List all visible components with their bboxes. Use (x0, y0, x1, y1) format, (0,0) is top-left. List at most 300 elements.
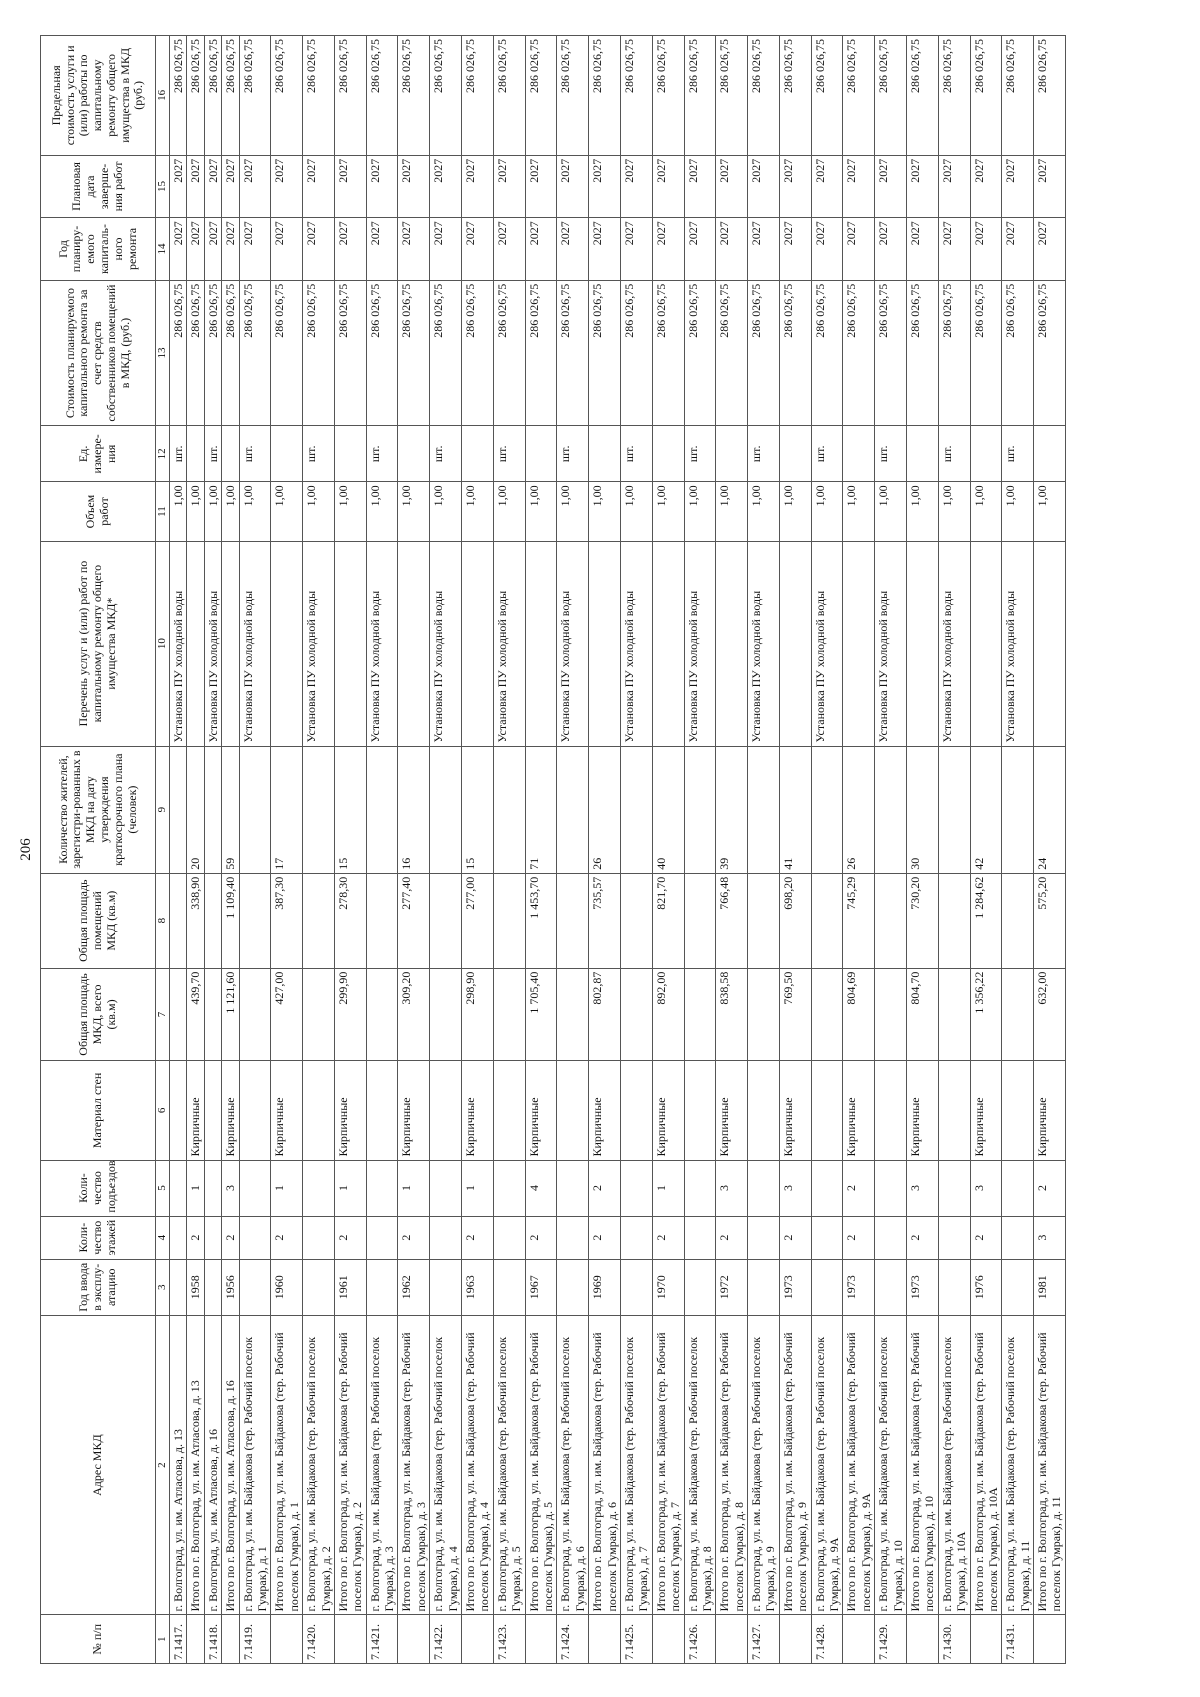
row-number: 7.1430. (938, 1615, 970, 1664)
wall-material-cell: Кирпичные (187, 1061, 204, 1160)
work-list-cell: Установка ПУ холодной воды (204, 541, 221, 746)
entrances-cell (684, 1160, 716, 1216)
planned-year-cell: 2027 (1034, 218, 1066, 281)
column-number: 14 (156, 218, 170, 281)
total-area-cell: 632,00 (1034, 968, 1066, 1061)
residents-cell: 42 (970, 746, 1002, 873)
address-cell: г. Волгоград, ул. им. Байдакова (тер. Рабочий поселок Гумрак), д. 8 (684, 1315, 716, 1615)
entrances-cell: 1 (334, 1160, 366, 1216)
work-list-cell (970, 541, 1002, 746)
column-header: Коли-чество этажей (41, 1216, 156, 1259)
wall-material-cell (811, 1061, 843, 1160)
column-header: Год ввода в эксплу-атацию (41, 1259, 156, 1315)
entrances-cell (1002, 1160, 1034, 1216)
address-cell: Итого по г. Волгоград, ул. им. Байдакова (тер. Рабочий поселок Гумрак), д. 9 (779, 1315, 811, 1615)
total-area-cell (239, 968, 271, 1061)
volume-cell: 1,00 (652, 482, 684, 541)
year-built-cell: 1976 (970, 1259, 1002, 1315)
cost-cell: 286 026,75 (684, 280, 716, 426)
column-number: 16 (156, 36, 170, 156)
entrances-cell (748, 1160, 780, 1216)
planned-year-cell: 2027 (652, 218, 684, 281)
limit-cost-cell: 286 026,75 (187, 36, 204, 156)
residents-cell: 17 (271, 746, 303, 873)
residents-cell: 15 (462, 746, 494, 873)
floors-cell (875, 1216, 907, 1259)
row-number (843, 1615, 875, 1664)
year-built-cell: 1963 (462, 1259, 494, 1315)
wall-material-cell: Кирпичные (779, 1061, 811, 1160)
premises-area-cell (811, 873, 843, 968)
completion-date-cell: 2027 (303, 155, 335, 218)
residents-cell (557, 746, 589, 873)
unit-cell (652, 426, 684, 482)
work-list-cell: Установка ПУ холодной воды (170, 541, 187, 746)
wall-material-cell: Кирпичные (222, 1061, 239, 1160)
floors-cell (239, 1216, 271, 1259)
total-area-cell (748, 968, 780, 1061)
entrances-cell (557, 1160, 589, 1216)
unit-cell: шт. (620, 426, 652, 482)
year-built-cell (620, 1259, 652, 1315)
year-built-cell: 1981 (1034, 1259, 1066, 1315)
volume-cell: 1,00 (684, 482, 716, 541)
entrances-cell (204, 1160, 221, 1216)
work-list-cell (652, 541, 684, 746)
floors-cell: 2 (652, 1216, 684, 1259)
column-header: Предельная стоимость услуги и (или) работы по капитальному ремонту общего имущества в МКД (руб.) (41, 36, 156, 156)
planned-year-cell: 2027 (430, 218, 462, 281)
address-cell: Итого по г. Волгоград, ул. им. Байдакова (тер. Рабочий поселок Гумрак), д. 4 (462, 1315, 494, 1615)
planned-year-cell: 2027 (187, 218, 204, 281)
entrances-cell: 1 (398, 1160, 430, 1216)
limit-cost-cell: 286 026,75 (589, 36, 621, 156)
row-number: 7.1429. (875, 1615, 907, 1664)
floors-cell (684, 1216, 716, 1259)
planned-year-cell: 2027 (525, 218, 557, 281)
address-cell: Итого по г. Волгоград, ул. им. Байдакова (тер. Рабочий поселок Гумрак), д. 9А (843, 1315, 875, 1615)
unit-cell (398, 426, 430, 482)
floors-cell (430, 1216, 462, 1259)
premises-area-cell (170, 873, 187, 968)
total-area-cell (493, 968, 525, 1061)
year-built-cell: 1960 (271, 1259, 303, 1315)
completion-date-cell: 2027 (875, 155, 907, 218)
wall-material-cell: Кирпичные (589, 1061, 621, 1160)
completion-date-cell: 2027 (716, 155, 748, 218)
row-number (906, 1615, 938, 1664)
wall-material-cell: Кирпичные (271, 1061, 303, 1160)
premises-area-cell (748, 873, 780, 968)
planned-year-cell: 2027 (1002, 218, 1034, 281)
premises-area-cell (875, 873, 907, 968)
cost-cell: 286 026,75 (430, 280, 462, 426)
completion-date-cell: 2027 (239, 155, 271, 218)
address-cell: Итого по г. Волгоград, ул. им. Атласова, д. 16 (222, 1315, 239, 1615)
completion-date-cell: 2027 (462, 155, 494, 218)
work-list-cell: Установка ПУ холодной воды (557, 541, 589, 746)
residents-cell: 20 (187, 746, 204, 873)
completion-date-cell: 2027 (970, 155, 1002, 218)
limit-cost-cell: 286 026,75 (204, 36, 221, 156)
floors-cell: 2 (462, 1216, 494, 1259)
cost-cell: 286 026,75 (493, 280, 525, 426)
cost-cell: 286 026,75 (875, 280, 907, 426)
cost-cell: 286 026,75 (1034, 280, 1066, 426)
column-header: Количество жителей, зарегистри-рованных в МКД на дату утверждения краткосрочного плана (человек) (41, 746, 156, 873)
floors-cell: 3 (1034, 1216, 1066, 1259)
planned-year-cell: 2027 (170, 218, 187, 281)
wall-material-cell: Кирпичные (525, 1061, 557, 1160)
capital-repair-table (40, 35, 1066, 1664)
unit-cell: шт. (170, 426, 187, 482)
floors-cell: 2 (271, 1216, 303, 1259)
column-header: Коли-чество подъездов (41, 1160, 156, 1216)
address-cell: Итого по г. Волгоград, ул. им. Байдакова (тер. Рабочий поселок Гумрак), д. 11 (1034, 1315, 1066, 1615)
year-built-cell: 1969 (589, 1259, 621, 1315)
limit-cost-cell: 286 026,75 (906, 36, 938, 156)
total-row (222, 36, 239, 1664)
column-number: 13 (156, 280, 170, 426)
floors-cell (557, 1216, 589, 1259)
column-header: Объем работ (41, 482, 156, 541)
entrances-cell: 3 (970, 1160, 1002, 1216)
unit-cell (716, 426, 748, 482)
table-body (170, 36, 1066, 1664)
premises-area-cell (493, 873, 525, 968)
wall-material-cell (1002, 1061, 1034, 1160)
work-list-cell (271, 541, 303, 746)
year-built-cell (493, 1259, 525, 1315)
total-area-cell: 309,20 (398, 968, 430, 1061)
unit-cell (970, 426, 1002, 482)
year-built-cell (811, 1259, 843, 1315)
cost-cell: 286 026,75 (222, 280, 239, 426)
planned-year-cell: 2027 (620, 218, 652, 281)
cost-cell: 286 026,75 (716, 280, 748, 426)
completion-date-cell: 2027 (525, 155, 557, 218)
column-number: 9 (156, 746, 170, 873)
limit-cost-cell: 286 026,75 (970, 36, 1002, 156)
address-cell: Итого по г. Волгоград, ул. им. Байдакова (тер. Рабочий поселок Гумрак), д. 10А (970, 1315, 1002, 1615)
residents-cell: 26 (589, 746, 621, 873)
planned-year-cell: 2027 (222, 218, 239, 281)
total-area-cell: 427,00 (271, 968, 303, 1061)
unit-cell: шт. (811, 426, 843, 482)
year-built-cell (204, 1259, 221, 1315)
planned-year-cell: 2027 (748, 218, 780, 281)
limit-cost-cell: 286 026,75 (525, 36, 557, 156)
completion-date-cell: 2027 (589, 155, 621, 218)
work-list-cell (1034, 541, 1066, 746)
address-cell: г. Волгоград, ул. им. Атласова, д. 13 (170, 1315, 187, 1615)
year-built-cell: 1961 (334, 1259, 366, 1315)
column-header: Перечень услуг и (или) работ по капитальному ремонту общего имущества МКД* (41, 541, 156, 746)
limit-cost-cell: 286 026,75 (748, 36, 780, 156)
row-number: 7.1418. (204, 1615, 221, 1664)
wall-material-cell (938, 1061, 970, 1160)
work-list-cell (334, 541, 366, 746)
floors-cell (811, 1216, 843, 1259)
planned-year-cell: 2027 (398, 218, 430, 281)
premises-area-cell (430, 873, 462, 968)
total-area-cell (303, 968, 335, 1061)
row-number (398, 1615, 430, 1664)
table-row (366, 36, 398, 1664)
volume-cell: 1,00 (204, 482, 221, 541)
total-area-cell: 892,00 (652, 968, 684, 1061)
unit-cell (589, 426, 621, 482)
completion-date-cell: 2027 (557, 155, 589, 218)
premises-area-cell: 278,30 (334, 873, 366, 968)
row-number (334, 1615, 366, 1664)
volume-cell: 1,00 (589, 482, 621, 541)
premises-area-cell: 277,00 (462, 873, 494, 968)
wall-material-cell (204, 1061, 221, 1160)
floors-cell: 2 (222, 1216, 239, 1259)
premises-area-cell: 745,29 (843, 873, 875, 968)
completion-date-cell: 2027 (1002, 155, 1034, 218)
wall-material-cell: Кирпичные (843, 1061, 875, 1160)
completion-date-cell: 2027 (938, 155, 970, 218)
limit-cost-cell: 286 026,75 (652, 36, 684, 156)
column-number: 12 (156, 426, 170, 482)
unit-cell: шт. (430, 426, 462, 482)
row-number: 7.1427. (748, 1615, 780, 1664)
residents-cell (303, 746, 335, 873)
column-number: 6 (156, 1061, 170, 1160)
work-list-cell: Установка ПУ холодной воды (303, 541, 335, 746)
completion-date-cell: 2027 (493, 155, 525, 218)
unit-cell: шт. (239, 426, 271, 482)
premises-area-cell: 1 284,62 (970, 873, 1002, 968)
total-row (843, 36, 875, 1664)
wall-material-cell: Кирпичные (462, 1061, 494, 1160)
year-built-cell (684, 1259, 716, 1315)
row-number (716, 1615, 748, 1664)
row-number: 7.1426. (684, 1615, 716, 1664)
limit-cost-cell: 286 026,75 (239, 36, 271, 156)
total-row (589, 36, 621, 1664)
address-cell: г. Волгоград, ул. им. Байдакова (тер. Рабочий поселок Гумрак), д. 7 (620, 1315, 652, 1615)
work-list-cell (525, 541, 557, 746)
volume-cell: 1,00 (187, 482, 204, 541)
address-cell: г. Волгоград, ул. им. Байдакова (тер. Рабочий поселок Гумрак), д. 2 (303, 1315, 335, 1615)
year-built-cell: 1972 (716, 1259, 748, 1315)
floors-cell (303, 1216, 335, 1259)
residents-cell: 41 (779, 746, 811, 873)
completion-date-cell: 2027 (779, 155, 811, 218)
floors-cell: 2 (716, 1216, 748, 1259)
limit-cost-cell: 286 026,75 (398, 36, 430, 156)
completion-date-cell: 2027 (222, 155, 239, 218)
total-area-cell (875, 968, 907, 1061)
planned-year-cell: 2027 (684, 218, 716, 281)
volume-cell: 1,00 (303, 482, 335, 541)
cost-cell: 286 026,75 (970, 280, 1002, 426)
cost-cell: 286 026,75 (187, 280, 204, 426)
residents-cell: 40 (652, 746, 684, 873)
total-area-cell (204, 968, 221, 1061)
entrances-cell: 1 (271, 1160, 303, 1216)
wall-material-cell: Кирпичные (652, 1061, 684, 1160)
floors-cell (493, 1216, 525, 1259)
total-area-cell: 838,58 (716, 968, 748, 1061)
year-built-cell (875, 1259, 907, 1315)
completion-date-cell: 2027 (684, 155, 716, 218)
volume-cell: 1,00 (843, 482, 875, 541)
address-cell: г. Волгоград, ул. им. Байдакова (тер. Рабочий поселок Гумрак), д. 10А (938, 1315, 970, 1615)
total-area-cell (557, 968, 589, 1061)
volume-cell: 1,00 (525, 482, 557, 541)
unit-cell: шт. (1002, 426, 1034, 482)
total-area-cell: 439,70 (187, 968, 204, 1061)
page-number: 206 (18, 838, 34, 861)
cost-cell: 286 026,75 (748, 280, 780, 426)
premises-area-cell (620, 873, 652, 968)
residents-cell: 30 (906, 746, 938, 873)
premises-area-cell: 766,48 (716, 873, 748, 968)
residents-cell (366, 746, 398, 873)
work-list-cell: Установка ПУ холодной воды (811, 541, 843, 746)
limit-cost-cell: 286 026,75 (366, 36, 398, 156)
total-area-cell: 804,70 (906, 968, 938, 1061)
residents-cell: 39 (716, 746, 748, 873)
wall-material-cell: Кирпичные (970, 1061, 1002, 1160)
limit-cost-cell: 286 026,75 (493, 36, 525, 156)
planned-year-cell: 2027 (779, 218, 811, 281)
total-area-cell: 1 705,40 (525, 968, 557, 1061)
unit-cell (334, 426, 366, 482)
premises-area-cell (938, 873, 970, 968)
planned-year-cell: 2027 (239, 218, 271, 281)
year-built-cell (170, 1259, 187, 1315)
year-built-cell: 1970 (652, 1259, 684, 1315)
volume-cell: 1,00 (557, 482, 589, 541)
total-area-cell: 298,90 (462, 968, 494, 1061)
entrances-cell (493, 1160, 525, 1216)
table-row (204, 36, 221, 1664)
floors-cell: 2 (779, 1216, 811, 1259)
entrances-cell: 3 (906, 1160, 938, 1216)
row-number: 7.1421. (366, 1615, 398, 1664)
planned-year-cell: 2027 (271, 218, 303, 281)
total-area-cell: 769,50 (779, 968, 811, 1061)
cost-cell: 286 026,75 (652, 280, 684, 426)
residents-cell (430, 746, 462, 873)
premises-area-cell (684, 873, 716, 968)
unit-cell (1034, 426, 1066, 482)
total-row (652, 36, 684, 1664)
work-list-cell (906, 541, 938, 746)
planned-year-cell: 2027 (843, 218, 875, 281)
cost-cell: 286 026,75 (303, 280, 335, 426)
total-area-cell: 1 121,60 (222, 968, 239, 1061)
premises-area-cell (204, 873, 221, 968)
premises-area-cell: 338,90 (187, 873, 204, 968)
total-area-cell (170, 968, 187, 1061)
total-row (462, 36, 494, 1664)
cost-cell: 286 026,75 (906, 280, 938, 426)
premises-area-cell: 735,57 (589, 873, 621, 968)
total-row (334, 36, 366, 1664)
entrances-cell (811, 1160, 843, 1216)
row-number (462, 1615, 494, 1664)
limit-cost-cell: 286 026,75 (557, 36, 589, 156)
entrances-cell: 1 (462, 1160, 494, 1216)
completion-date-cell: 2027 (430, 155, 462, 218)
table-row (938, 36, 970, 1664)
limit-cost-cell: 286 026,75 (1002, 36, 1034, 156)
premises-area-cell: 1 453,70 (525, 873, 557, 968)
limit-cost-cell: 286 026,75 (222, 36, 239, 156)
completion-date-cell: 2027 (843, 155, 875, 218)
premises-area-cell (557, 873, 589, 968)
wall-material-cell (875, 1061, 907, 1160)
entrances-cell: 3 (779, 1160, 811, 1216)
limit-cost-cell: 286 026,75 (430, 36, 462, 156)
unit-cell: шт. (366, 426, 398, 482)
wall-material-cell: Кирпичные (334, 1061, 366, 1160)
completion-date-cell: 2027 (652, 155, 684, 218)
completion-date-cell: 2027 (811, 155, 843, 218)
volume-cell: 1,00 (170, 482, 187, 541)
residents-cell (748, 746, 780, 873)
work-list-cell: Установка ПУ холодной воды (1002, 541, 1034, 746)
unit-cell (462, 426, 494, 482)
unit-cell (222, 426, 239, 482)
residents-cell (875, 746, 907, 873)
total-area-cell: 802,87 (589, 968, 621, 1061)
volume-cell: 1,00 (779, 482, 811, 541)
wall-material-cell (620, 1061, 652, 1160)
limit-cost-cell: 286 026,75 (779, 36, 811, 156)
completion-date-cell: 2027 (906, 155, 938, 218)
unit-cell: шт. (875, 426, 907, 482)
row-number (1034, 1615, 1066, 1664)
floors-cell: 2 (398, 1216, 430, 1259)
year-built-cell (303, 1259, 335, 1315)
completion-date-cell: 2027 (187, 155, 204, 218)
row-number (271, 1615, 303, 1664)
year-built-cell (557, 1259, 589, 1315)
total-area-cell: 1 356,22 (970, 968, 1002, 1061)
entrances-cell (239, 1160, 271, 1216)
work-list-cell: Установка ПУ холодной воды (430, 541, 462, 746)
row-number: 7.1419. (239, 1615, 271, 1664)
total-row (398, 36, 430, 1664)
table-row (620, 36, 652, 1664)
completion-date-cell: 2027 (271, 155, 303, 218)
unit-cell (906, 426, 938, 482)
row-number: 7.1431. (1002, 1615, 1034, 1664)
entrances-cell: 2 (589, 1160, 621, 1216)
floors-cell: 2 (334, 1216, 366, 1259)
column-header: Общая площадь МКД, всего (кв.м) (41, 968, 156, 1061)
unit-cell: шт. (748, 426, 780, 482)
address-cell: Итого по г. Волгоград, ул. им. Байдакова (тер. Рабочий поселок Гумрак), д. 6 (589, 1315, 621, 1615)
work-list-cell (589, 541, 621, 746)
limit-cost-cell: 286 026,75 (334, 36, 366, 156)
unit-cell: шт. (684, 426, 716, 482)
row-number (779, 1615, 811, 1664)
total-area-cell (620, 968, 652, 1061)
completion-date-cell: 2027 (170, 155, 187, 218)
planned-year-cell: 2027 (493, 218, 525, 281)
column-header: Ед. измере-ния (41, 426, 156, 482)
total-area-cell (684, 968, 716, 1061)
row-number: 7.1417. (170, 1615, 187, 1664)
